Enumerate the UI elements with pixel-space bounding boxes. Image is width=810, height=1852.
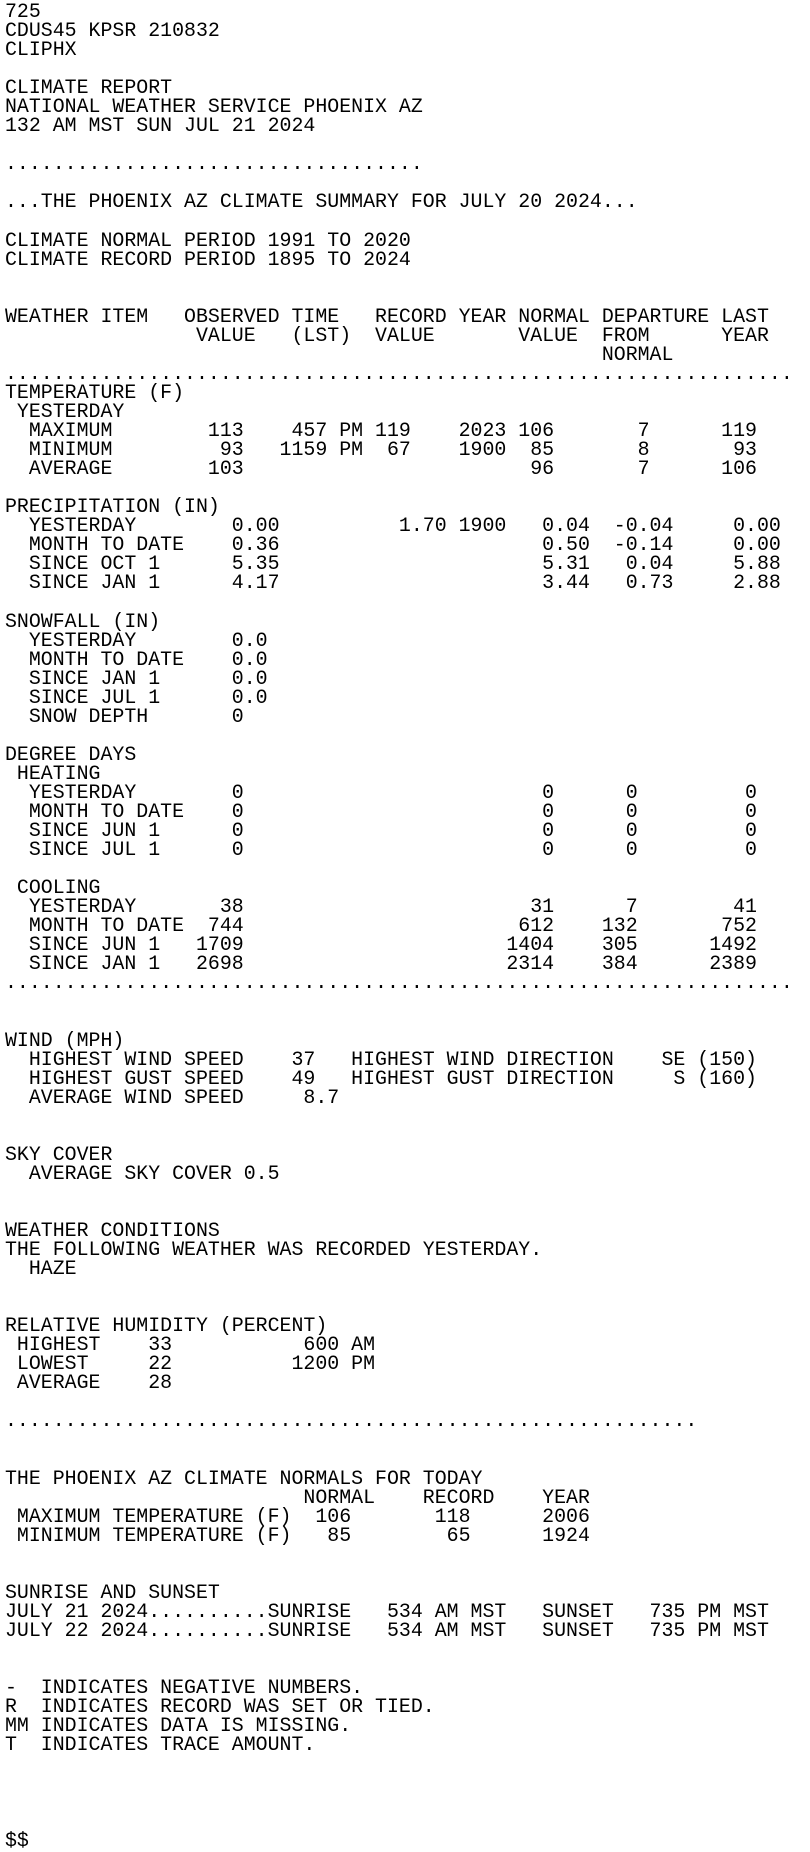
report-line: WEATHER CONDITIONS	[5, 1219, 220, 1242]
report-line: JULY 22 2024..........SUNRISE 534 AM MST SUNSET 735 PM MST	[5, 1618, 769, 1642]
report-line: HIGHEST 33 600 AM	[5, 1333, 376, 1357]
report-line	[5, 1011, 805, 1030]
report-line: LOWEST 22 1200 PM	[5, 1352, 376, 1376]
report-line: JULY 21 2024..........SUNRISE 534 AM MST SUNSET 735 PM MST	[5, 1599, 769, 1623]
report-line: CLIMATE NORMAL PERIOD 1991 TO 2020	[5, 228, 411, 252]
report-line	[5, 992, 805, 1011]
report-line: NORMAL	[5, 342, 674, 366]
report-line: RELATIVE HUMIDITY (PERCENT)	[5, 1314, 328, 1338]
report-line: MM INDICATES DATA IS MISSING.	[5, 1714, 352, 1738]
report-line	[5, 726, 805, 745]
report-line: ...................................	[5, 152, 423, 176]
report-line	[5, 212, 805, 231]
report-line: - INDICATES NEGATIVE NUMBERS.	[5, 1676, 364, 1700]
report-line: SINCE JUN 1 1709 1404 305 1492	[5, 933, 757, 957]
report-line	[5, 269, 805, 288]
report-line: ..................................................................	[5, 971, 793, 995]
report-line: WIND (MPH)	[5, 1028, 125, 1052]
report-line: WEATHER ITEM OBSERVED TIME RECORD YEAR NORMAL DEPARTURE LAST	[5, 304, 769, 328]
report-line: SINCE JAN 1 4.17 3.44 0.73 2.88	[5, 571, 781, 595]
report-line: R INDICATES RECORD WAS SET OR TIED.	[5, 1695, 435, 1719]
report-line: SINCE JUL 1 0.0	[5, 685, 268, 709]
report-line	[5, 1640, 805, 1659]
report-line: YESTERDAY 0.0	[5, 628, 268, 652]
report-line: TEMPERATURE (F)	[5, 380, 185, 404]
report-line	[5, 288, 805, 307]
report-line: SINCE OCT 1 5.35 5.31 0.04 5.88	[5, 552, 781, 576]
report-line	[5, 1811, 805, 1830]
report-line: CLIPHX	[5, 38, 77, 62]
report-line: T INDICATES TRACE AMOUNT.	[5, 1733, 316, 1757]
report-line: NATIONAL WEATHER SERVICE PHOENIX AZ	[5, 95, 423, 119]
report-line	[5, 1183, 805, 1202]
report-line: HIGHEST WIND SPEED 37 HIGHEST WIND DIRECTION SE (150)	[5, 1047, 757, 1071]
report-line	[5, 1754, 805, 1773]
report-line: 725	[5, 0, 41, 23]
report-line: MONTH TO DATE 0.0	[5, 647, 268, 671]
report-line: CLIMATE RECORD PERIOD 1895 TO 2024	[5, 247, 411, 271]
report-line: HAZE	[5, 1257, 77, 1281]
report-line	[5, 1107, 805, 1126]
report-line: PRECIPITATION (IN)	[5, 495, 220, 519]
report-line: $$	[5, 1828, 29, 1852]
report-line: HIGHEST GUST SPEED 49 HIGHEST GUST DIRECTION S (160)	[5, 1066, 757, 1090]
report-line: COOLING	[5, 876, 101, 900]
report-line: MONTH TO DATE 0.36 0.50 -0.14 0.00	[5, 533, 781, 557]
report-line: MONTH TO DATE 0 0 0 0	[5, 799, 757, 823]
report-line: MAXIMUM 113 457 PM 119 2023 106 7 119	[5, 419, 757, 443]
report-line: MONTH TO DATE 744 612 132 752	[5, 914, 757, 938]
report-line: CLIMATE REPORT	[5, 76, 173, 100]
report-line: SINCE JAN 1 0.0	[5, 666, 268, 690]
report-line: YESTERDAY 0 0 0 0	[5, 780, 757, 804]
report-line: THE FOLLOWING WEATHER WAS RECORDED YESTERDAY.	[5, 1238, 543, 1262]
report-line: SINCE JUL 1 0 0 0 0	[5, 838, 757, 862]
report-line: MAXIMUM TEMPERATURE (F) 106 118 2006	[5, 1504, 590, 1528]
report-line: YESTERDAY	[5, 399, 125, 423]
report-line: MINIMUM TEMPERATURE (F) 85 65 1924	[5, 1523, 590, 1547]
report-line: NORMAL RECORD YEAR	[5, 1485, 590, 1509]
report-line	[5, 1773, 805, 1792]
report-line: DEGREE DAYS	[5, 742, 137, 766]
report-line: SKY COVER	[5, 1142, 113, 1166]
report-line	[5, 1278, 805, 1297]
report-line	[5, 1431, 805, 1450]
report-line: CDUS45 KPSR 210832	[5, 19, 220, 43]
report-line: 132 AM MST SUN JUL 21 2024	[5, 114, 316, 138]
report-line: ..................................................................	[5, 361, 793, 385]
report-line	[5, 1545, 805, 1564]
report-line: SNOW DEPTH 0	[5, 704, 244, 728]
report-line: THE PHOENIX AZ CLIMATE NORMALS FOR TODAY	[5, 1466, 483, 1490]
report-line: MINIMUM 93 1159 PM 67 1900 85 8 93	[5, 438, 757, 462]
report-line: SINCE JAN 1 2698 2314 384 2389	[5, 952, 757, 976]
report-line: AVERAGE 28	[5, 1371, 173, 1395]
report-line: YESTERDAY 0.00 1.70 1900 0.04 -0.04 0.00	[5, 514, 781, 538]
report-line	[5, 1126, 805, 1145]
report-line: VALUE (LST) VALUE VALUE FROM YEAR	[5, 323, 769, 347]
report-line: ..........................................................	[5, 1409, 698, 1433]
report-line: SINCE JUN 1 0 0 0 0	[5, 819, 757, 843]
report-line: SNOWFALL (IN)	[5, 609, 161, 633]
report-line: YESTERDAY 38 31 7 41	[5, 895, 757, 919]
report-line: AVERAGE WIND SPEED 8.7	[5, 1085, 340, 1109]
report-line	[5, 592, 805, 611]
report-line	[5, 859, 805, 878]
report-line: AVERAGE SKY COVER 0.5	[5, 1161, 280, 1185]
report-line: ...THE PHOENIX AZ CLIMATE SUMMARY FOR JULY 20 2024...	[5, 190, 638, 214]
report-line: SUNRISE AND SUNSET	[5, 1580, 220, 1604]
report-line	[5, 1792, 805, 1811]
report-line	[5, 1450, 805, 1469]
report-line: AVERAGE 103 96 7 106	[5, 457, 757, 481]
report-line: HEATING	[5, 761, 101, 785]
